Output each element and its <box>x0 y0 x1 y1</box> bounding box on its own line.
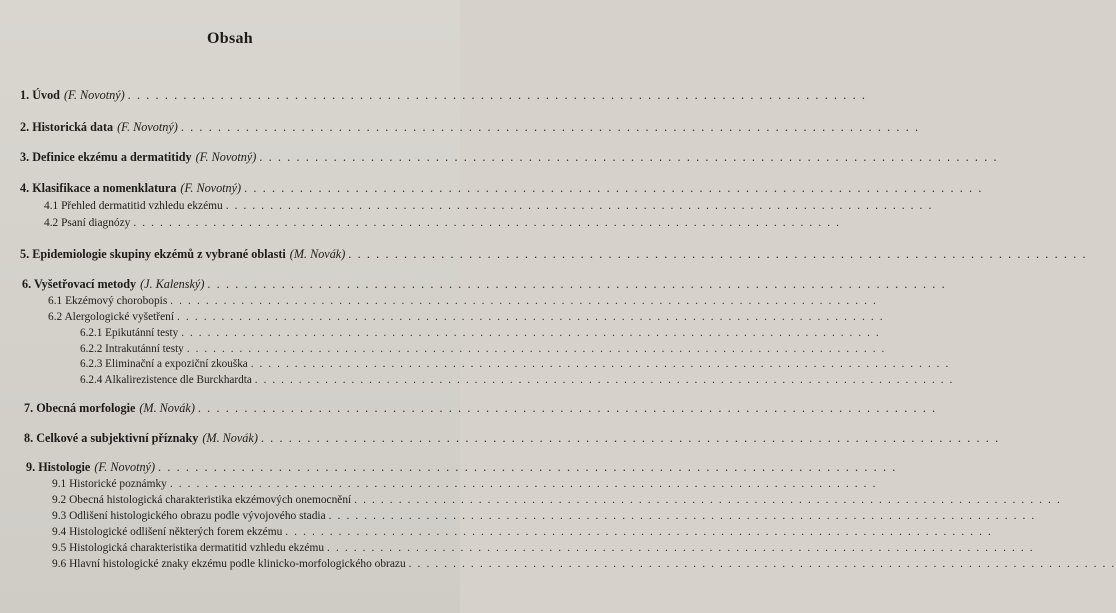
leader-dots: . . . . . . . . . . . . . . . . . . . . . . . . . . . . . . . . . . . . . . . . . . . . . . . . . . . . . . . . . . . . . . . . . . . . . . . . . . . . . . . . <box>177 311 885 323</box>
toc-entry-main[interactable] <box>24 401 937 416</box>
toc-entry-main[interactable] <box>22 277 947 292</box>
toc-entry-sub[interactable] <box>44 217 841 229</box>
toc-entry-main[interactable] <box>24 431 1000 446</box>
leader-dots: . . . . . . . . . . . . . . . . . . . . . . . . . . . . . . . . . . . . . . . . . . . . . . . . . . . . . . . . . . . . . . . . . . . . . . . . . . . . . . . . <box>328 510 1036 522</box>
toc-entry-author: (F. Novotný) <box>180 181 242 195</box>
leader-dots: . . . . . . . . . . . . . . . . . . . . . . . . . . . . . . . . . . . . . . . . . . . . . . . . . . . . . . . . . . . . . . . . . . . . . . . . . . . . . . . . <box>260 431 1000 445</box>
toc-entry-author: (M. Novák) <box>202 431 258 445</box>
toc-entry-sub[interactable] <box>52 558 1116 570</box>
toc-entry-label: 9.1 Historické poznámky <box>52 478 167 490</box>
toc-entry-label: 9.6 Hlavní histologické znaky ekzému podle klinicko-morfologického obrazu <box>52 558 406 570</box>
toc-entry-label: 6.2.3 Eliminační a expoziční zkouška <box>80 358 248 370</box>
leader-dots: . . . . . . . . . . . . . . . . . . . . . . . . . . . . . . . . . . . . . . . . . . . . . . . . . . . . . . . . . . . . . . . . . . . . . . . . . . . . . . . . <box>180 120 920 134</box>
leader-dots: . . . . . . . . . . . . . . . . . . . . . . . . . . . . . . . . . . . . . . . . . . . . . . . . . . . . . . . . . . . . . . . . . . . . . . . . . . . . . . . . <box>408 558 1116 570</box>
toc-entry-label: 6.2.1 Epikutánní testy <box>80 327 179 339</box>
leader-dots: . . . . . . . . . . . . . . . . . . . . . . . . . . . . . . . . . . . . . . . . . . . . . . . . . . . . . . . . . . . . . . . . . . . . . . . . . . . . . . . . <box>169 478 878 490</box>
leader-dots: . . . . . . . . . . . . . . . . . . . . . . . . . . . . . . . . . . . . . . . . . . . . . . . . . . . . . . . . . . . . . . . . . . . . . . . . . . . . . . . . <box>327 542 1035 554</box>
toc-entry-label: 3. Definice ekzému a dermatitidy <box>20 150 192 164</box>
toc-entry-sub[interactable] <box>52 510 1036 522</box>
leader-dots: . . . . . . . . . . . . . . . . . . . . . . . . . . . . . . . . . . . . . . . . . . . . . . . . . . . . . . . . . . . . . . . . . . . . . . . . . . . . . . . . <box>158 460 897 474</box>
toc-entry-sub[interactable] <box>48 295 878 307</box>
toc-entry-sub[interactable] <box>44 200 933 212</box>
toc-entry-author: (F. Novotný) <box>195 150 257 164</box>
toc-entry-label: 1. Úvod <box>20 88 60 102</box>
toc-entry-main[interactable] <box>26 460 897 475</box>
page-title: Obsah <box>207 30 253 47</box>
toc-entry-main[interactable] <box>20 120 920 135</box>
toc-entry-main[interactable] <box>20 247 1088 262</box>
toc-entry-label: 7. Obecná morfologie <box>24 401 136 415</box>
toc-entry-subsub[interactable] <box>80 358 950 370</box>
leader-dots: . . . . . . . . . . . . . . . . . . . . . . . . . . . . . . . . . . . . . . . . . . . . . . . . . . . . . . . . . . . . . . . . . . . . . . . . . . . . . . . . <box>225 200 933 212</box>
toc-entry-subsub[interactable] <box>80 327 881 339</box>
toc-entry-author: (M. Novák) <box>289 247 346 261</box>
leader-dots: . . . . . . . . . . . . . . . . . . . . . . . . . . . . . . . . . . . . . . . . . . . . . . . . . . . . . . . . . . . . . . . . . . . . . . . . . . . . . . . . <box>244 181 983 195</box>
toc-entry-label: 4.2 Psaní diagnózy <box>44 217 131 229</box>
toc-entry-label: 2. Historická data <box>20 120 114 134</box>
leader-dots: . . . . . . . . . . . . . . . . . . . . . . . . . . . . . . . . . . . . . . . . . . . . . . . . . . . . . . . . . . . . . . . . . . . . . . . . . . . . . . . . <box>127 88 867 102</box>
toc-entry-label: 6.1 Ekzémový chorobopis <box>48 295 168 307</box>
leader-dots: . . . . . . . . . . . . . . . . . . . . . . . . . . . . . . . . . . . . . . . . . . . . . . . . . . . . . . . . . . . . . . . . . . . . . . . . . . . . . . . . <box>197 401 937 415</box>
toc-entry-sub[interactable] <box>52 478 878 490</box>
leader-dots: . . . . . . . . . . . . . . . . . . . . . . . . . . . . . . . . . . . . . . . . . . . . . . . . . . . . . . . . . . . . . . . . . . . . . . . . . . . . . . . . <box>133 217 841 229</box>
toc-entry-label: 9.3 Odlišení histologického obrazu podle vývojového stadia <box>52 510 326 522</box>
leader-dots: . . . . . . . . . . . . . . . . . . . . . . . . . . . . . . . . . . . . . . . . . . . . . . . . . . . . . . . . . . . . . . . . . . . . . . . . . . . . . . . . <box>259 150 999 164</box>
toc-entry-label: 9.4 Histologické odlišení některých forem ekzému <box>52 526 283 538</box>
leader-dots: . . . . . . . . . . . . . . . . . . . . . . . . . . . . . . . . . . . . . . . . . . . . . . . . . . . . . . . . . . . . . . . . . . . . . . . . . . . . . . . . <box>186 343 886 355</box>
toc-entry-label: 6.2 Alergologické vyšetření <box>48 311 175 323</box>
toc-entry-label: 4.1 Přehled dermatitid vzhledu ekzému <box>44 200 223 212</box>
leader-dots: . . . . . . . . . . . . . . . . . . . . . . . . . . . . . . . . . . . . . . . . . . . . . . . . . . . . . . . . . . . . . . . . . . . . . . . . . . . . . . . . <box>254 374 954 386</box>
toc-entry-main[interactable] <box>20 181 983 196</box>
leader-dots: . . . . . . . . . . . . . . . . . . . . . . . . . . . . . . . . . . . . . . . . . . . . . . . . . . . . . . . . . . . . . . . . . . . . . . . . . . . . . . . . <box>285 526 993 538</box>
toc-entry-label: 9.5 Histologická charakteristika dermatitid vzhledu ekzému <box>52 542 325 554</box>
toc-entry-label: 5. Epidemiologie skupiny ekzémů z vybrané oblasti <box>20 247 286 261</box>
toc-entry-author: (J. Kalenský) <box>140 277 205 291</box>
toc-entry-label: 6.2.2 Intrakutánní testy <box>80 343 184 355</box>
toc-entry-label: 9. Histologie <box>26 460 91 474</box>
toc-entry-label: 6.2.4 Alkalirezistence dle Burckhardta <box>80 374 252 386</box>
leader-dots: . . . . . . . . . . . . . . . . . . . . . . . . . . . . . . . . . . . . . . . . . . . . . . . . . . . . . . . . . . . . . . . . . . . . . . . . . . . . . . . . <box>354 494 1062 506</box>
toc-entry-label: 9.2 Obecná histologická charakteristika ekzémových onemocnění <box>52 494 352 506</box>
toc-entry-sub[interactable] <box>52 526 993 538</box>
toc-entry-main[interactable] <box>20 150 999 165</box>
leader-dots: . . . . . . . . . . . . . . . . . . . . . . . . . . . . . . . . . . . . . . . . . . . . . . . . . . . . . . . . . . . . . . . . . . . . . . . . . . . . . . . . <box>170 295 878 307</box>
leader-dots: . . . . . . . . . . . . . . . . . . . . . . . . . . . . . . . . . . . . . . . . . . . . . . . . . . . . . . . . . . . . . . . . . . . . . . . . . . . . . . . . <box>348 247 1088 261</box>
toc-entry-sub[interactable] <box>48 311 885 323</box>
toc-entry-author: (F. Novotný) <box>117 120 178 134</box>
leader-dots: . . . . . . . . . . . . . . . . . . . . . . . . . . . . . . . . . . . . . . . . . . . . . . . . . . . . . . . . . . . . . . . . . . . . . . . . . . . . . . . . <box>250 358 950 370</box>
toc-entry-subsub[interactable] <box>80 374 954 386</box>
leader-dots: . . . . . . . . . . . . . . . . . . . . . . . . . . . . . . . . . . . . . . . . . . . . . . . . . . . . . . . . . . . . . . . . . . . . . . . . . . . . . . . . <box>181 327 881 339</box>
toc-entry-main[interactable] <box>20 88 867 103</box>
toc-entry-subsub[interactable] <box>80 343 886 355</box>
toc-entry-label: 4. Klasifikace a nomenklatura <box>20 181 177 195</box>
leader-dots: . . . . . . . . . . . . . . . . . . . . . . . . . . . . . . . . . . . . . . . . . . . . . . . . . . . . . . . . . . . . . . . . . . . . . . . . . . . . . . . . <box>207 277 947 291</box>
toc-entry-label: 6. Vyšetřovací metody <box>22 277 137 291</box>
toc-entry-author: (F. Novotný) <box>63 88 125 102</box>
toc-entry-sub[interactable] <box>52 494 1062 506</box>
toc-entry-label: 8. Celkové a subjektivní příznaky <box>24 431 199 445</box>
toc-entry-sub[interactable] <box>52 542 1035 554</box>
toc-entry-author: (M. Novák) <box>139 401 195 415</box>
toc-entry-author: (F. Novotný) <box>94 460 156 474</box>
